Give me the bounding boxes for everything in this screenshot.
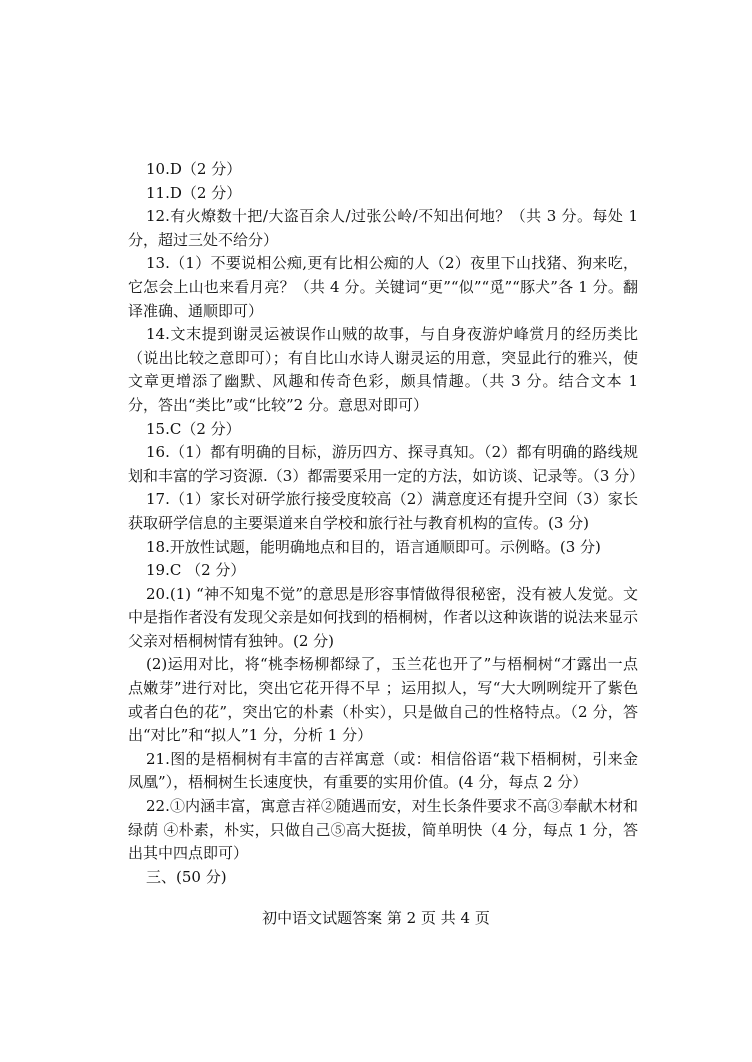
- answer-content: [128, 158, 645, 889]
- answer-21: 21.图的是梧桐树有丰富的吉祥寓意（或：相信俗语“栽下梧桐树，引来金凤凰”），梧桐树生长速度快，有重要的实用价值。(4 分，每点 2 分）: [128, 749, 638, 792]
- answer-15: 15.C（2 分）: [146, 419, 241, 438]
- section-3-heading: 三、(50 分): [146, 867, 227, 886]
- answer-11: 11.D（2 分）: [146, 183, 242, 202]
- answer-20-part-2: (2)运用对比，将“桃李杨柳都绿了，玉兰花也开了”与梧桐树“才露出一点点嫩芽”进行对比，突出它花开得不早 ；运用拟人，写“大大咧咧绽开了紫色或者白色的花”，突出它的朴素（朴实），只是做自己的性格特点。（2 分，答出“对比”和“拟人”1 分，分析 1 分）: [128, 655, 638, 745]
- answer-19: 19.C （2 分）: [146, 561, 246, 580]
- answer-22: 22.①内涵丰富，寓意吉祥②随遇而安，对生长条件要求不高③奉献木材和绿荫 ④朴素，朴实，只做自己⑤高大挺拔，简单明快（4 分，每点 1 分，答出其中四点即可）: [128, 797, 638, 863]
- answer-10: 10.D（2 分）: [146, 160, 242, 178]
- answer-18: 18.开放性试题，能明确地点和目的，语言通顺即可。示例略。(3 分): [146, 537, 601, 556]
- answer-20-part-1: 20.(1) “神不知鬼不觉”的意思是形容事情做得很秘密，没有被人发觉。文中是指作者没有发现父亲是如何找到的梧桐树，作者以这种诙谐的说法来显示父亲对梧桐树情有独钟。(2 分): [128, 584, 639, 650]
- answer-17: 17.（1）家长对研学旅行接受度较高（2）满意度还有提升空间（3）家长获取研学信息的主要渠道来自学校和旅行社与教育机构的宣传。(3 分): [128, 490, 638, 532]
- page-footer: 初中语文试题答案 第 2 页 共 4 页: [262, 909, 490, 927]
- answer-12: 12.有火燎数十把/大盗百余人/过张公岭/不知出何地？（共 3 分。每处 1 分，超过三处不给分）: [128, 207, 638, 249]
- answer-14: 14.文末提到谢灵运被误作山贼的故事，与自身夜游炉峰赏月的经历类比（说出比较之意即可）；有自比山水诗人谢灵运的用意，突显此行的雅兴，使文章更增添了幽默、风趣和传奇色彩，颇具情趣。（共 3 分。结合文本 1 分，答出“类比”或“比较”2 分。意思对即可）: [128, 325, 638, 414]
- answer-16: 16.（1）都有明确的目标，游历四方、探寻真知。（2）都有明确的路线规划和丰富的学习资源.（3）都需要采用一定的方法，如访谈、记录等。（3 分）: [128, 443, 645, 485]
- answer-13: 13.（1）不要说相公痴,更有比相公痴的人（2）夜里下山找猪、狗来吃，它怎会上山也来看月亮？（共 4 分。关键词“更”“似”“觅”“豚犬”各 1 分。翻译准确、通顺即可）: [128, 254, 638, 320]
